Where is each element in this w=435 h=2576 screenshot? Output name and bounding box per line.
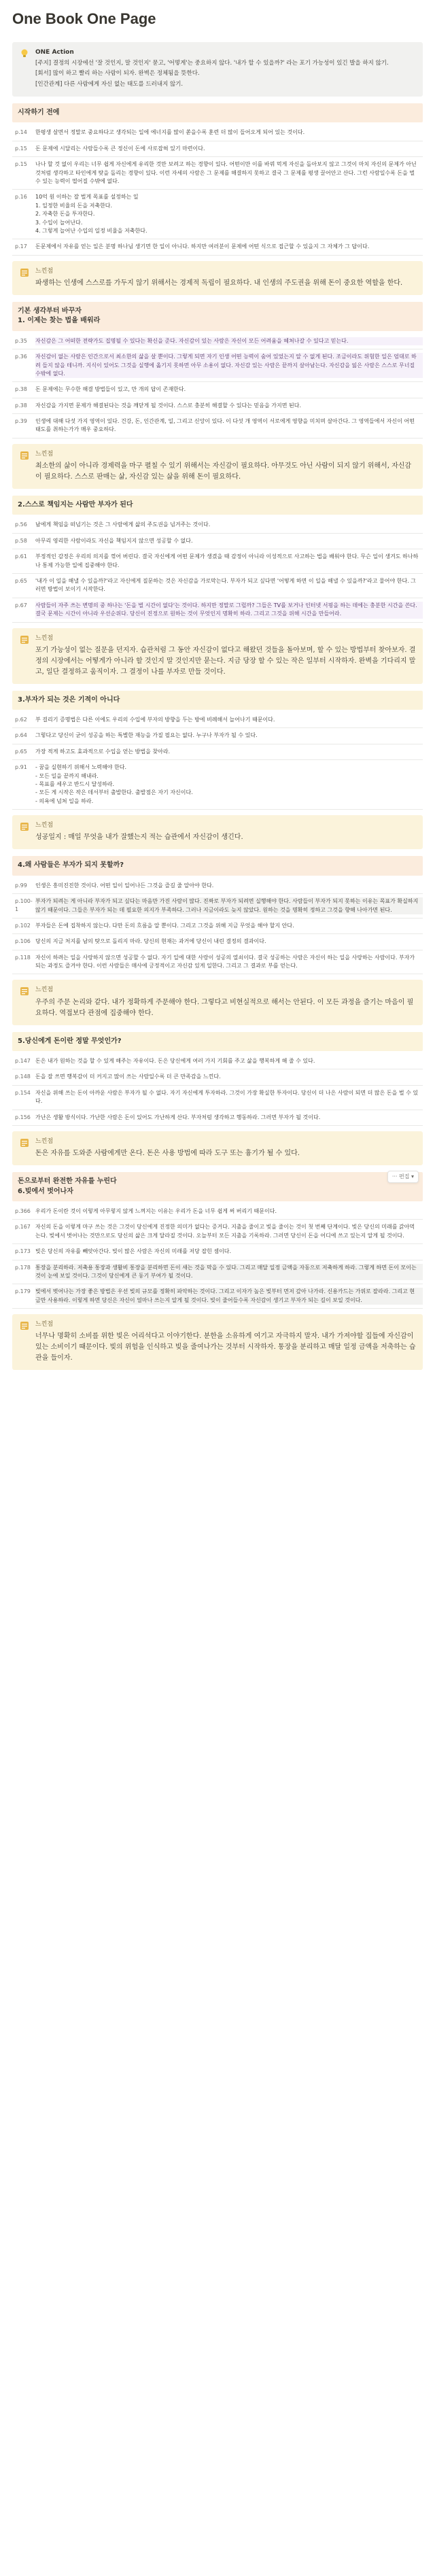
reflection-callout [12, 261, 423, 295]
table-row[interactable] [12, 534, 423, 549]
reflection-text: 너무나 명확히 소비를 위한 빚은 어리석다고 이야기한다. 분한을 소유하게 여기고 자극하지 말자. 내가 가져야할 집들에 자신감이 있는 소비이기 때문이다. 빚의 위험을 인식하고 빚을 줄여나가는 것부터 시작하자. 통장을 분리하고 매달 일정 금액을 저축하는 습관을 들이자. [35, 1333, 416, 1362]
memo-icon [19, 634, 30, 645]
table-row[interactable] [12, 1260, 423, 1285]
quote-text: 가난은 생활 방식이다. 가난한 사람은 돈이 있어도 가난하게 산다. 부자처럼 생각하고 행동하라. 그러면 부자가 될 것이다. [35, 1114, 321, 1120]
table-row[interactable] [12, 918, 423, 934]
table-row[interactable] [12, 934, 423, 950]
reflection-text: 파생하는 인생에 스스로를 가두지 않기 위해서는 경제적 독립이 필요하다. 내 인생의 주도권을 위해 돈이 중요한 역할을 한다. [35, 279, 403, 287]
page-number: p.58 [15, 537, 27, 544]
reflection-text: 성공일지 : 매일 무엇을 내가 잘했는지 적는 습관에서 자신감이 생긴다. [35, 834, 243, 842]
page-number: p.67 [15, 602, 27, 608]
quote-text: 당신의 지금 처지를 남의 탓으로 돌리지 마라. 당신의 현재는 과거에 당신이 내린 결정의 결과이다. [35, 938, 266, 945]
page-number: p.154 [15, 1089, 31, 1096]
quote-text: 자신감을 가지면 문제가 해결된다는 것을 깨닫게 될 것이다. 스스로 충분히 해결할 수 있다는 믿음을 가지면 된다. [35, 402, 301, 409]
quote-text: 인생은 흥미진진한 것이다. 어떤 일이 일어나든 그것을 즐길 줄 알아야 한다. [35, 882, 214, 889]
sections-container [12, 103, 423, 1370]
page-number: p.167 [15, 1224, 31, 1231]
page-number: p.15 [15, 161, 27, 168]
quote-text: 10억 원 이하는 잘 벌게 목표를 설정하는 일 1. 일정한 비율의 돈을 저축한다. 2. 자축한 돈을 투자한다. 3. 수입이 늘어난다. 4. 그렇게 늘어난 수입의 일정 비율을 저축한다. [35, 194, 147, 234]
page-number: p.156 [15, 1114, 31, 1120]
reflection-text: 우주의 주문 논리와 같다. 내가 정확하게 주문해야 한다. 그렇다고 비현실적으로 해서는 안된다. 이 모든 과정을 즐기는 마음이 필요하다. 역접보다 관점에 집중해야 한다. [35, 998, 414, 1017]
reflection-label: 느낀점 [35, 1137, 54, 1145]
quote-text: 부자가 되려는 게 아니라 부자가 되고 싶다는 마음만 가진 사람이 많다. 진짜로 부자가 되려면 실행해야 한다. 사람들이 부자가 되지 못하는 이유는 목표가 확실하지 않기 때문이다. 그들은 부자가 되는 데 필요한 의지가 부족하다. 그러나 지금이라도 늦지 않았다. 원하는 것을 명확히 정하고 그것을 향해 나아가면 된다. [35, 897, 423, 914]
quote-text: 인생에 대해 다섯 가지 영역이 있다. 건강, 돈, 인간관계, 일, 그리고 신앙이 있다. 이 다섯 개 영역이 서로에게 영향을 미치며 살아간다. 그 영역들에서 자신이 어떤 태도를 취하는가가 매우 중요하다. [35, 418, 415, 433]
quote-text: 부자들은 돈에 집착하지 않는다. 다만 돈의 흐름을 알 뿐이다. 그리고 그것을 위해 지금 무엇을 해야 할지 안다. [35, 922, 294, 929]
one-action-callout [12, 42, 423, 97]
page-title: One Book One Page [12, 10, 156, 27]
section [12, 691, 423, 850]
page-number: p.38 [15, 386, 27, 393]
memo-icon [19, 1320, 30, 1331]
reflection-callout [12, 815, 423, 849]
quote-text: 빚은 당신의 자유를 빼앗아간다. 빚이 많은 사람은 자신의 미래를 저당 잡힌 셈이다. [35, 1248, 232, 1255]
quote-text: 자신감이 없는 사람은 인간으로서 최소한의 삶을 살 뿐이다. 그렇게 되면 자기 인생 어떤 능력이 숨어 있었는지 알 수 없게 된다. 조금이라도 위험한 일은 엄대로 하려 들지 않을 테니까. 지식이 있어도 그것을 실행에 옮기지 못하면 아무 소용이 없다. 자신감 있는 사람은 끝까지 살아남는다. 자신감을 잃은 사람은 스스로 무너질 수밖에 없다. [35, 353, 423, 378]
table-row[interactable] [12, 1110, 423, 1126]
page-number: p.38 [15, 402, 27, 409]
one-action-line: [회서] 많이 하고 빨리 하는 사람이 되자. 완벽은 정체됨을 뜻한다. [35, 70, 200, 78]
section-heading[interactable]: 5.당신에게 돈이란 정말 무엇인가? [12, 1032, 423, 1052]
one-action-title: ONE Action [35, 48, 74, 56]
table-row[interactable] [12, 1244, 423, 1260]
page-number: p.102 [15, 922, 31, 929]
table-row[interactable] [12, 1054, 423, 1069]
page-number: p.366 [15, 1208, 31, 1215]
page-number: p.17 [15, 243, 27, 250]
quote-text: 한평생 살면서 정말로 중요하다고 생각되는 일에 에너지를 많이 쏟을수록 훈련 더 많이 들어오게 되어 있는 것이다. [35, 129, 305, 136]
table-row[interactable] [12, 398, 423, 414]
quote-text: 자신이 하려는 일을 사랑하지 않으면 성공할 수 없다. 자기 일에 대한 사랑이 성공의 열쇠이다. 결국 성공하는 사람은 자신이 하는 일을 사랑하는 사람이다. 부자가 되는 과정도 즐겨야 한다. 이런 사람들은 매사에 긍정적이고 자신감 있게 일한다. 그리고 그 결과로 부를 얻는다. [35, 954, 415, 969]
quote-text: '내가 이 일을 해낼 수 있을까?'라고 자신에게 질문하는 것은 자신감을 가로막는다. 부자가 되고 싶다면 '어떻게 하면 이 일을 해낼 수 있을까?'라고 물어야 한다. 그러면 방법이 보이기 시작한다. [35, 577, 416, 593]
block-toolbar[interactable]: ··· 편집 ▾ [387, 1171, 419, 1183]
table-row[interactable] [12, 950, 423, 975]
section [12, 302, 423, 489]
quote-text: 돈 문제에 시달리는 사람들수록 큰 정신이 돈에 사로잡혀 있기 마련이다. [35, 145, 205, 152]
table-row[interactable] [12, 878, 423, 894]
page-number: p.35 [15, 337, 27, 344]
quote-text: 자신의 돈을 이렇게 마구 쓰는 것은 그것이 당신에게 진정한 의미가 없다는 증거다. 지출을 줄이고 빚을 줄이는 것이 첫 번째 단계이다. 빚은 당신의 미래를 갉아먹는다. 빚에서 벗어나는 것만으로도 당신의 삶은 크게 달라질 것이다. 오늘부터 모든 지출을 기록하라. 그러면 당신이 돈을 어디에 쓰고 있는지 알게 될 것이다. [35, 1224, 415, 1239]
quote-text: 자신을 위해 쓰는 돈이 아까운 사람은 부자가 될 수 없다. 자기 자신에게 투자하라. 그것이 가장 확실한 투자이다. 당신이 더 나은 사람이 되면 더 많은 돈을 벌 수 있다. [35, 1089, 419, 1105]
table-row[interactable] [12, 190, 423, 239]
memo-icon [19, 450, 30, 461]
table-row[interactable] [12, 598, 423, 623]
reflection-callout [12, 1314, 423, 1370]
quote-text: 빚에서 벗어나는 가장 좋은 방법은 우선 빚의 규모를 정확히 파악하는 것이다. 그리고 이자가 높은 빚부터 먼저 갚아 나가라. 신용카드는 가위로 잘라라. 그리고 현금만 사용하라. 이렇게 하면 당신은 자신이 얼마나 쓰는지 알게 될 것이다. 빚이 줄어들수록 자신감이 생기고 부자가 되는 길이 보일 것이다. [35, 1288, 423, 1305]
reflection-label: 느낀점 [35, 1321, 54, 1328]
one-action-line: [주지] 결정의 시장에선 '잘 것인지, 말 것인지' 묻고, '어떻게'는 중요하지 않다. '내가 할 수 있을까?' 라는 포기 가능성이 있긴 발을 하지 않기. [35, 59, 389, 67]
table-row[interactable] [12, 744, 423, 760]
quote-text: 돈문제에서 자유를 얻는 일은 분명 하나님 생기면 한 일이 아니다. 하지만 여러분이 문제에 어떤 식으로 접근할 수 있을지 그 자체가 그 답이다. [35, 243, 370, 250]
page-number: p.179 [15, 1288, 31, 1295]
quote-text: 돈 문제에는 무수한 해결 방법들이 있고, 만 개의 답이 존재한다. [35, 386, 186, 393]
page-number: p.36 [15, 354, 27, 360]
page-number: p.61 [15, 553, 27, 560]
reflection-text: 최소한의 삶이 아니라 경제력을 마구 펼칠 수 있기 위해서는 자신감이 필요하다. 아무것도 아닌 사람이 되지 않기 위해서, 자신감이 필요하다. 스스로 판매는 삶, 자신감 있는 삶을 위해 돈이 필요하다. [35, 462, 412, 481]
reflection-label: 느낀점 [35, 450, 54, 458]
page-number: p.91 [15, 764, 27, 771]
section-heading[interactable]: 4.왜 사람들은 부자가 되지 못할까? [12, 856, 423, 876]
section [12, 1032, 423, 1166]
section [12, 103, 423, 295]
section [12, 1172, 423, 1370]
table-row[interactable] [12, 894, 423, 918]
table-row[interactable] [12, 239, 423, 255]
quote-text: 그렇다고 당신이 굳이 성공을 하는 특별한 재능을 가질 필요는 없다. 누구나 부자가 될 수 있다. [35, 732, 258, 739]
reflection-label: 느낀점 [35, 822, 54, 829]
table-row[interactable] [12, 414, 423, 439]
table-row[interactable] [12, 1069, 423, 1085]
reflection-label: 느낀점 [35, 634, 54, 642]
page-number: p.65 [15, 577, 27, 584]
page-number: p.15 [15, 145, 27, 152]
quote-text: - 꿈을 실현하기 위해서 노력해야 한다. - 모든 일을 끝까지 해내라. - 목표를 세우고 반드시 달성하라. - 모든 게 시작은 작은 데서부터 출발한다. 출발점은 자기 자신이다. - 의욕에 넘쳐 일을 하라. [35, 764, 193, 804]
section [12, 496, 423, 684]
page-number: p.62 [15, 717, 27, 723]
quote-text: 돈은 내가 원하는 것을 할 수 있게 해주는 자유이다. 돈은 당신에게 여러 가지 기회를 주고 삶을 행복하게 해 줄 수 있다. [35, 1058, 315, 1065]
reflection-text: 포기 가능성이 없는 질문을 던지자. 습관처럼 그 동안 자신감이 없다고 해왔던 것들을 돌아보며, 할 수 있는 방법부터 찾아보자. 결정의 시장에서는 어떻게가 아니라 할 것인지 말 것인지만 묻는다. 지금 당장 할 수 있는 작은 일부터 시작하자. 완벽을 기다리지 말고, 일단 결정하고 움직이자. 그 결정이 나를 부자로 만들 것이다. [35, 646, 416, 676]
table-row[interactable] [12, 141, 423, 157]
reflection-label: 느낀점 [35, 986, 54, 994]
memo-icon [19, 1137, 30, 1148]
quote-text: 통장을 분리하라. 저축용 통장과 생활비 통장을 분리하면 돈이 새는 것을 막을 수 있다. 그리고 매달 일정 금액을 자동으로 저축하게 하라. 그렇게 하면 돈이 모이는 것이 눈에 보일 것이다. 그것이 당신에게 큰 동기 부여가 될 것이다. [35, 1264, 423, 1281]
table-row[interactable] [12, 125, 423, 141]
quote-text: 남에게 책임을 떠넘기는 것은 그 사람에게 삶의 주도권을 넘겨주는 것이다. [35, 521, 211, 528]
table-row[interactable] [12, 728, 423, 744]
quote-text: 자신감은 그 어떠한 전략가도 집명될 수 있다는 확신을 준다. 자신감이 있는 사람은 자신이 모든 어려움을 헤쳐나갈 수 있다고 믿는다. [35, 337, 423, 345]
one-action-line: [인간관계] 다른 사람에게 자신 없는 태도를 드러내지 않기. [35, 80, 184, 88]
table-row[interactable] [12, 517, 423, 533]
table-row[interactable] [12, 334, 423, 349]
lightbulb-icon [19, 48, 30, 59]
table-row[interactable] [12, 1284, 423, 1309]
table-row[interactable] [12, 760, 423, 810]
section-heading[interactable]: 2.스스로 책임지는 사람만 부자가 된다 [12, 496, 423, 515]
reflection-callout [12, 444, 423, 489]
quote-text: 돈을 잘 쓰면 행복감이 더 커지고 많이 쓰는 사람일수록 더 큰 만족감을 느낀다. [35, 1074, 221, 1080]
reflection-callout [12, 1131, 423, 1165]
memo-icon [19, 267, 30, 278]
memo-icon [19, 821, 30, 832]
section-heading[interactable]: 시작하기 전에 [12, 103, 423, 123]
table-row[interactable] [12, 574, 423, 598]
quote-text: 나나 할 것 없이 우리는 너무 쉽게 자신에게 유리한 것만 보려고 하는 경향이 있다. 어떤이만 이를 바꿔 먹게 자신을 돌아보지 않고 그것이 마치 자신의 문제가 아닌 것처럼 생각하고 타인에게 탓을 돌리는 경향이 있다. 이런 자세의 사람은 그 문제를 해결하지 못하고 결국 그 문제를 평생 끌어안고 산다. 그런 사람일수록 돈을 벌 수 있는 능력이 떨어질 수밖에 없다. [35, 161, 417, 184]
table-row[interactable] [12, 1220, 423, 1244]
reflection-callout [12, 980, 423, 1025]
quote-text: 부정적인 감정은 우리의 의지를 꺾어 버린다. 결국 자신에게 어떤 문제가 생겼을 때 감정이 아니라 이성적으로 사고하는 법을 배워야 한다. 무슨 일이 생겨도 하나하나 통제 가능한 일에 집중해야 한다. [35, 553, 419, 568]
section-heading[interactable]: 돈으로부터 완전한 자유를 누린다 6.빚에서 벗어나자 [12, 1172, 423, 1201]
reflection-callout [12, 628, 423, 684]
table-row[interactable] [12, 1204, 423, 1220]
page-number: p.99 [15, 882, 27, 889]
table-row[interactable] [12, 382, 423, 398]
page-number: p.178 [15, 1264, 31, 1271]
table-row[interactable] [12, 1086, 423, 1110]
table-row[interactable] [12, 349, 423, 382]
page-number: p.65 [15, 748, 27, 755]
reflection-text: 돈은 자유를 도와준 사람에게만 온다. 돈은 사용 방법에 따라 도구 또는 흉기가 될 수 있다. [35, 1150, 300, 1158]
quote-text: 아무리 영리한 사람이라도 자신을 책임지지 않으면 성공할 수 없다. [35, 537, 193, 544]
page-number: p.106 [15, 938, 31, 945]
page-number: p.64 [15, 732, 27, 739]
quote-text: 부 걸리기 증명법은 다른 이에도 우리의 수입에 부자의 방향을 두는 방에 비례해서 늘어나기 때문이다. [35, 717, 275, 723]
table-row[interactable] [12, 157, 423, 190]
page-number: p.16 [15, 194, 27, 201]
page-number: p.39 [15, 418, 27, 425]
reflection-label: 느낀점 [35, 267, 54, 275]
page-number: p.147 [15, 1058, 31, 1065]
section [12, 856, 423, 1025]
page-number: p.100-1 [15, 898, 33, 912]
table-row[interactable] [12, 549, 423, 574]
memo-icon [19, 986, 30, 997]
page-number: p.14 [15, 129, 27, 136]
page-number: p.118 [15, 954, 31, 961]
section-heading[interactable]: 3.부자가 되는 것은 기적이 아니다 [12, 691, 423, 710]
section-heading[interactable]: 기본 생각부터 바꾸자 1. 이제는 찾는 법을 배워라 [12, 302, 423, 331]
table-row[interactable] [12, 712, 423, 728]
quote-text: 가장 적게 하고도 효과적으로 수입을 얻는 방법을 찾아라. [35, 748, 171, 755]
quote-text: 사람들이 자주 쓰는 변명의 중 하나는 '돈을 벌 시간이 없다'는 것이다. 하지만 정말로 그럴까? 그들은 TV를 보거나 인터넷 서핑을 하는 데에는 충분한 시간을 쓴다. 결국 문제는 시간이 아니라 우선순위다. 당신이 진정으로 원하는 것이 무엇인지 명확히 하라. 그리고 그것을 위해 시간을 만들어라. [35, 602, 423, 619]
page-number: p.56 [15, 521, 27, 528]
page-number: p.148 [15, 1074, 31, 1080]
quote-text: 우리가 돈이란 것이 이렇게 아무렇지 않게 느껴지는 이유는 우리가 돈을 너무 쉽게 써 버리기 때문이다. [35, 1208, 277, 1215]
page-number: p.173 [15, 1248, 31, 1255]
